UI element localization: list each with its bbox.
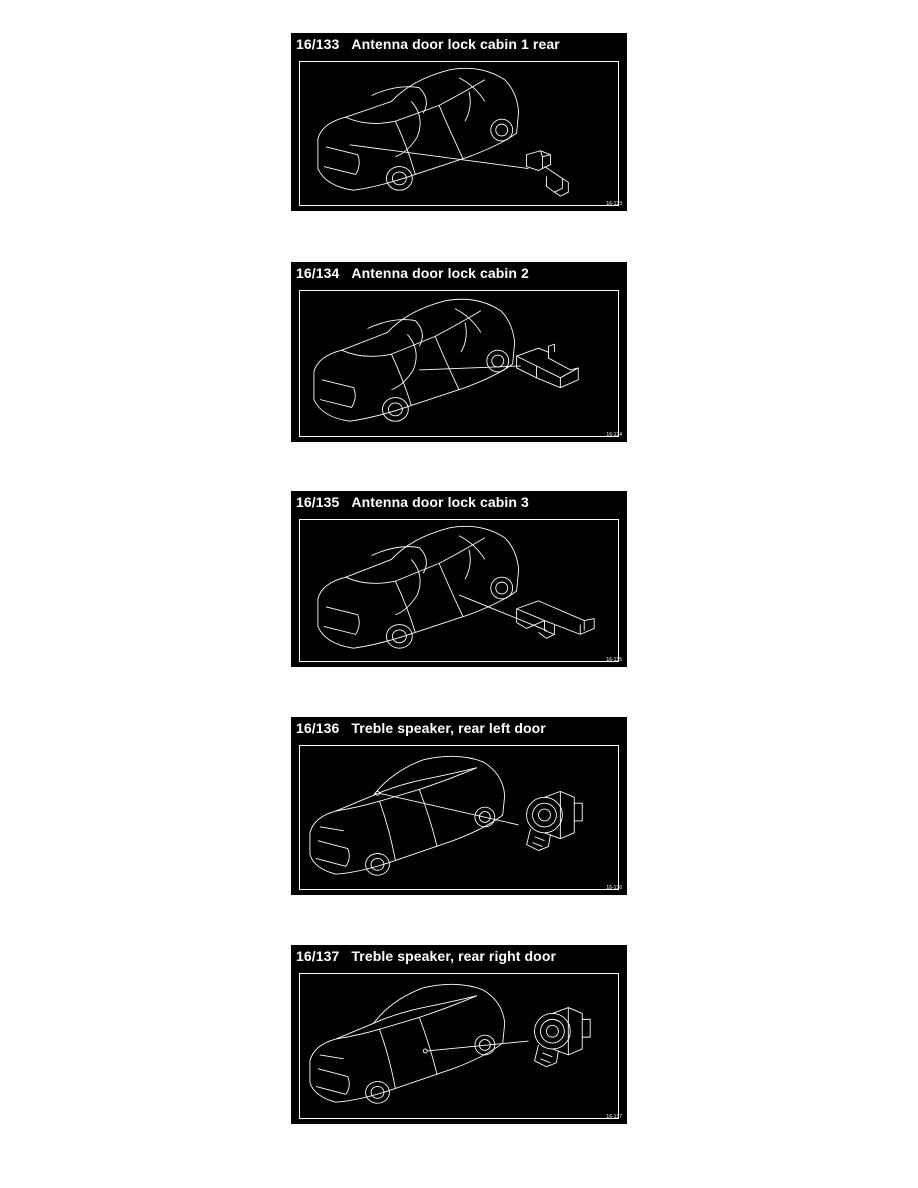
- figure-number: 16/134: [296, 265, 340, 281]
- car-outline-icon: [310, 756, 505, 875]
- illustration-frame: [299, 519, 619, 662]
- car-outline-icon: [318, 68, 519, 190]
- car-component-illustration: [300, 520, 618, 661]
- car-component-illustration: [300, 291, 618, 436]
- figure-panel: [291, 262, 627, 442]
- figure-title: [296, 719, 546, 737]
- antenna-module-icon: [527, 151, 569, 196]
- car-outline-icon: [314, 299, 515, 421]
- figure-reference: 16-133: [606, 201, 622, 207]
- figure-number: 16/133: [296, 36, 340, 52]
- figure-caption: Antenna door lock cabin 2: [351, 265, 529, 281]
- figure-title: [296, 35, 560, 53]
- treble-speaker-icon: [535, 1008, 591, 1067]
- figure-caption: Antenna door lock cabin 1 rear: [351, 36, 560, 52]
- figure-reference: 16-136: [606, 885, 622, 891]
- figure-number: 16/137: [296, 948, 340, 964]
- figure-reference: 16-134: [606, 432, 622, 438]
- figure-number: 16/135: [296, 494, 340, 510]
- car-outline-icon: [310, 984, 505, 1103]
- antenna-module-icon: [517, 344, 579, 387]
- callout-line: [427, 1041, 528, 1051]
- figure-panel: [291, 33, 627, 211]
- figure-title: [296, 264, 529, 282]
- car-outline-icon: [318, 526, 519, 648]
- antenna-module-icon: [517, 601, 595, 638]
- figure-reference: 16-137: [606, 1114, 622, 1120]
- figure-panel: [291, 717, 627, 895]
- figure-panel: [291, 491, 627, 667]
- figure-number: 16/136: [296, 720, 340, 736]
- callout-line: [380, 793, 519, 825]
- figure-title: [296, 947, 556, 965]
- figure-caption: Treble speaker, rear left door: [351, 720, 546, 736]
- figure-caption: Treble speaker, rear right door: [351, 948, 557, 964]
- illustration-frame: [299, 61, 619, 206]
- figure-caption: Antenna door lock cabin 3: [351, 494, 529, 510]
- illustration-frame: [299, 745, 619, 890]
- car-component-illustration: [300, 62, 618, 205]
- car-component-illustration: [300, 974, 618, 1118]
- treble-speaker-icon: [527, 791, 583, 850]
- illustration-frame: [299, 290, 619, 437]
- figure-title: [296, 493, 529, 511]
- callout-line: [350, 145, 529, 169]
- car-component-illustration: [300, 746, 618, 889]
- illustration-frame: [299, 973, 619, 1119]
- figure-panel: [291, 945, 627, 1124]
- figure-reference: 16-135: [606, 657, 622, 663]
